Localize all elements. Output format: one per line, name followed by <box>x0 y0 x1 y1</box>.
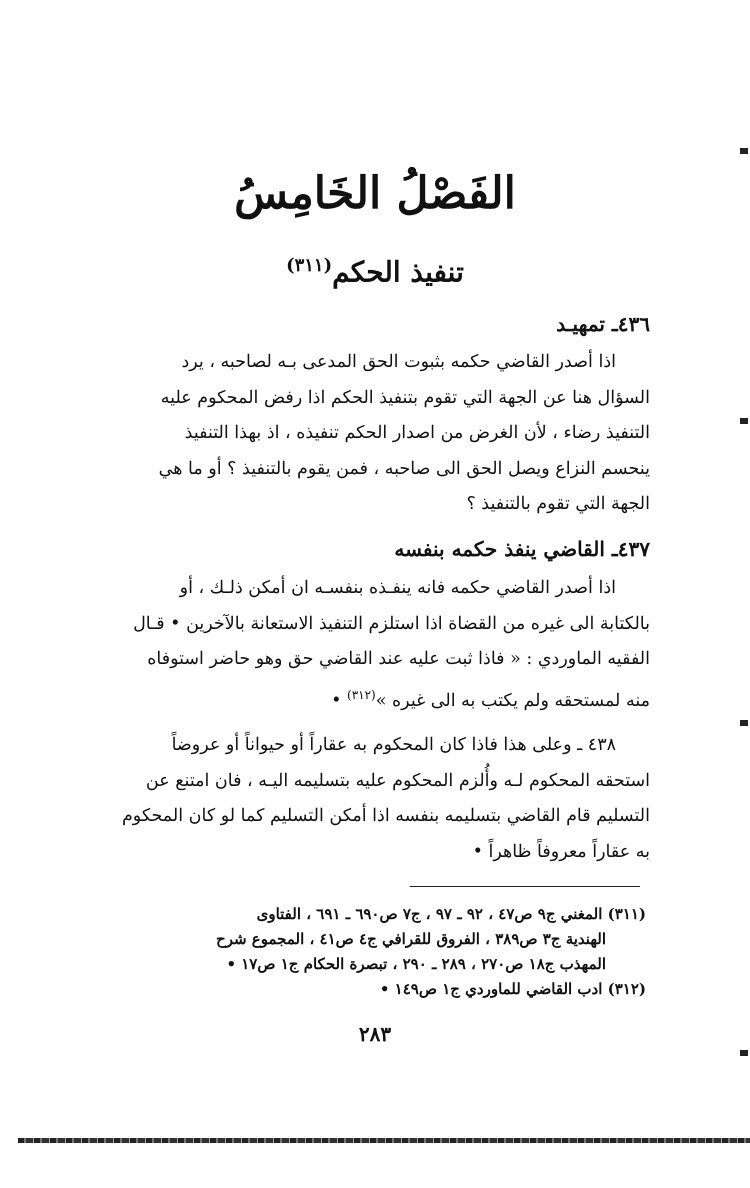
scan-edge-mark <box>740 148 748 154</box>
paragraph-line: به عقاراً معروفاً ظاهراً • <box>472 841 650 862</box>
page-number: ٢٨٣ <box>358 1022 392 1046</box>
paragraph-line: استحقه المحكوم لـه وأُلزم المحكوم عليه بتسليمه اليـه ، فان امتنع عن <box>145 770 650 791</box>
chapter-title: الفَصْلُ الخَامِسُ <box>234 168 516 219</box>
footnote-divider <box>410 886 640 887</box>
paragraph-line: التنفيذ رضاء ، لأن الغرض من اصدار الحكم تنفيذه ، اذ بهذا التنفيذ <box>184 423 650 443</box>
paragraph-line: السؤال هنا عن الجهة التي تقوم بتنفيذ الحكم اذا رفض المحكوم عليه <box>160 387 650 408</box>
paragraph-438 <box>98 728 650 870</box>
heading-436: ٤٣٦ـ تمهيـد <box>556 312 650 336</box>
paragraph-line: اذا أصدر القاضي حكمه فانه ينفـذه بنفسـه ان أمكن ذلـك ، أو <box>179 578 616 598</box>
paragraph-line: ينحسم النزاع ويصل الحق الى صاحبه ، فمن يقوم بالتنفيذ ؟ أو ما هي <box>158 458 650 479</box>
scan-edge-mark <box>740 418 748 424</box>
footnote-line: المهذب ج١٨ ص٢٧٠ ، ٢٨٩ ـ ٢٩٠ ، تبصرة الحكام ج١ ص١٧ • <box>226 955 606 973</box>
paragraph-line: الجهة التي تقوم بالتنفيذ ؟ <box>466 494 650 514</box>
scan-edge-mark <box>740 1050 748 1056</box>
section-footnote-ref: (٣١١) <box>286 255 333 276</box>
footnotes <box>86 902 646 1002</box>
section-title-text: تنفيذ الحكم <box>332 255 464 289</box>
paragraph-line: الفقيه الماوردي : « فاذا ثبت عليه عند القاضي حق وهو حاضر استوفاه <box>147 649 650 669</box>
paragraph-line: بالكتابة الى غيره من القضاة اذا استلزم التنفيذ الاستعانة بالآخرين • قـال <box>133 613 650 634</box>
heading-437: ٤٣٧ـ القاضي ينفذ حكمه بنفسه <box>394 537 650 561</box>
footnote-line: (٣١١) المغني ج٩ ص٤٧ ، ٩٢ ـ ٩٧ ، ج٧ ص٦٩٠ ـ ٦٩١ ، الفتاوى <box>256 905 646 923</box>
paragraph-437 <box>98 571 650 719</box>
scan-edge-mark <box>740 720 748 726</box>
section-title <box>0 255 750 288</box>
scan-bottom-edge <box>18 1138 750 1143</box>
paragraph-line: التسليم قام القاضي بتسليمه بنفسه اذا أمكن التسليم كما لو كان المحكوم <box>121 806 650 826</box>
paragraph-436 <box>98 345 650 523</box>
quote-end-text: منه لمستحقه ولم يكتب به الى غيره » <box>375 690 650 711</box>
paragraph-line: ٤٣٨ ـ وعلى هذا فاذا كان المحكوم به عقاراً أو حيواناً أو عروضاً <box>171 735 616 755</box>
footnote-line: الهندية ج٣ ص٣٨٩ ، الفروق للقرافي ج٤ ص٤١ ، المجموع شرح <box>216 930 606 948</box>
footnote-ref-312: (٣١٢) <box>347 687 376 702</box>
footnote-line: (٣١٢) ادب القاضي للماوردي ج١ ص١٤٩ • <box>379 980 646 998</box>
paragraph-line: اذا أصدر القاضي حكمه بثبوت الحق المدعى بـه لصاحبه ، يرد <box>181 352 616 372</box>
paragraph-line-last: منه لمستحقه ولم يكتب به الى غيره »$^{(٣١٢)}$ • <box>331 687 650 711</box>
